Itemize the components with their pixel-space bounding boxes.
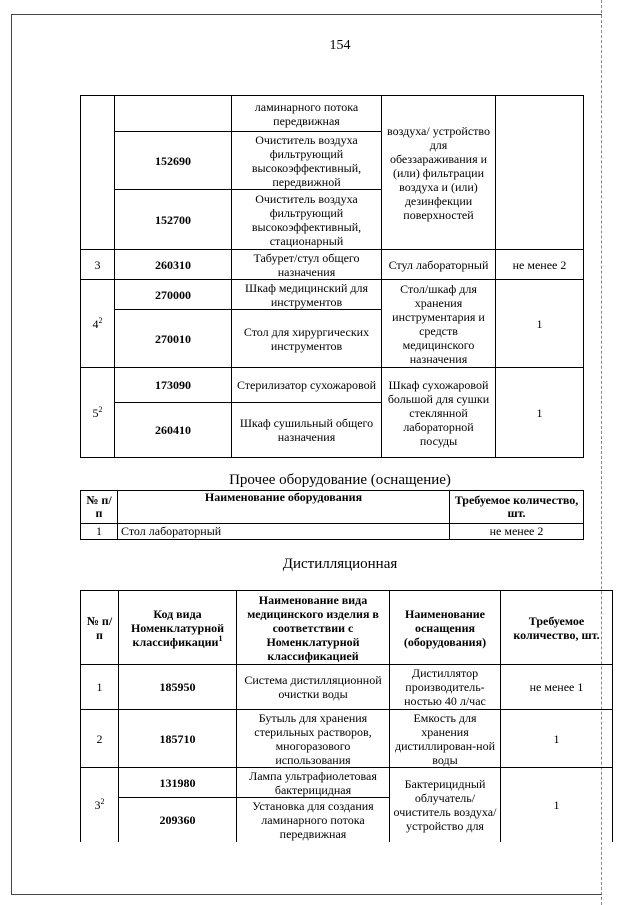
code-cell: 152700 (115, 190, 232, 250)
name-cell: Стерилизатор сухожаровой (232, 368, 382, 403)
name-cell: Шкаф медицинский для инструментов (232, 280, 382, 310)
table-header-row (81, 491, 584, 524)
table-row (81, 96, 584, 132)
name-cell: Табурет/стул общего назначения (232, 250, 382, 280)
quantity-cell: не менее 2 (450, 524, 584, 540)
equipment-cell: воздуха/ устройство для обеззараживания и (или) фильтрации воздуха и (или) дезинфекции поверхностей (382, 96, 496, 250)
quantity-cell: 1 (501, 768, 613, 842)
row-number: $3^2$ (81, 768, 119, 842)
row-number: $4^2$ (81, 280, 115, 368)
header-quantity: Требуемое количество, шт. (501, 591, 613, 665)
equipment-cell: Стул лабораторный (382, 250, 496, 280)
table-row (81, 665, 613, 710)
distillation-table (80, 590, 613, 842)
code-cell: 152690 (115, 132, 232, 190)
table-row (81, 710, 613, 768)
quantity-cell (496, 96, 584, 250)
code-cell: 260310 (115, 250, 232, 280)
row-number (81, 96, 115, 250)
header-equipment: Наименование оснащения (оборудования) (390, 591, 501, 665)
code-cell: 185950 (119, 665, 237, 710)
other-equipment-table (80, 490, 584, 540)
table-row (81, 250, 584, 280)
name-cell: Очиститель воздуха фильтрующий высокоэффективный, передвижной (232, 132, 382, 190)
equipment-cell: Стол/шкаф для хранения инструментария и средств медицинского назначения (382, 280, 496, 368)
table-row (81, 368, 584, 403)
code-cell: 270010 (115, 310, 232, 368)
equipment-table-continued (80, 95, 584, 458)
table-header-row (81, 591, 613, 665)
header-code: Код вида Номенклатурной классификации$^1$ (119, 591, 237, 665)
table-row (81, 524, 584, 540)
code-cell: 209360 (119, 798, 237, 842)
equipment-cell: Емкость для хранения дистиллирован-ной воды (390, 710, 501, 768)
quantity-cell: не менее 1 (501, 665, 613, 710)
name-cell: ламинарного потока передвижная (232, 96, 382, 132)
code-cell: 185710 (119, 710, 237, 768)
page-frame-left (11, 14, 12, 895)
equipment-cell: Шкаф сухожаровой большой для сушки стеклянной лабораторной посуды (382, 368, 496, 458)
quantity-cell: не менее 2 (496, 250, 584, 280)
code-cell: 173090 (115, 368, 232, 403)
header-number: № п/п (81, 491, 118, 524)
quantity-cell: 1 (496, 368, 584, 458)
table-row (81, 768, 613, 798)
page-frame-bottom (11, 894, 602, 895)
code-cell: 131980 (119, 768, 237, 798)
name-cell: Стол для хирургических инструментов (232, 310, 382, 368)
code-cell: 270000 (115, 280, 232, 310)
quantity-cell: 1 (496, 280, 584, 368)
code-cell (115, 96, 232, 132)
header-quantity: Требуемое количество, шт. (450, 491, 584, 524)
name-cell: Лампа ультрафиолетовая бактерицидная (237, 768, 390, 798)
page-number: 154 (329, 38, 351, 53)
name-cell: Шкаф сушильный общего назначения (232, 403, 382, 458)
code-cell: 260410 (115, 403, 232, 458)
row-number: 1 (81, 665, 119, 710)
row-number: 2 (81, 710, 119, 768)
name-cell: Бутыль для хранения стерильных растворов, многоразового использования (237, 710, 390, 768)
section-title-distill: Дистилляционная (282, 556, 398, 572)
name-cell: Установка для создания ламинарного потока передвижная (237, 798, 390, 842)
equipment-cell: Бактерицидный облучатель/ очиститель воздуха/ устройство для (390, 768, 501, 842)
row-number: 3 (81, 250, 115, 280)
equipment-cell: Дистиллятор производитель-ностью 40 л/час (390, 665, 501, 710)
header-name: Наименование оборудования (118, 491, 450, 524)
row-number: 1 (81, 524, 118, 540)
quantity-cell: 1 (501, 710, 613, 768)
name-cell: Система дистилляционной очистки воды (237, 665, 390, 710)
row-number: $5^2$ (81, 368, 115, 458)
section-title-other: Прочее оборудование (оснащение) (229, 472, 451, 488)
page-frame-top (11, 14, 602, 15)
table-row (81, 280, 584, 310)
header-number: № п/п (81, 591, 119, 665)
name-cell: Очиститель воздуха фильтрующий высокоэффективный, стационарный (232, 190, 382, 250)
name-cell: Стол лабораторный (118, 524, 450, 540)
header-name: Наименование вида медицинского изделия в соответствии с Номенклатурной классификацией (237, 591, 390, 665)
